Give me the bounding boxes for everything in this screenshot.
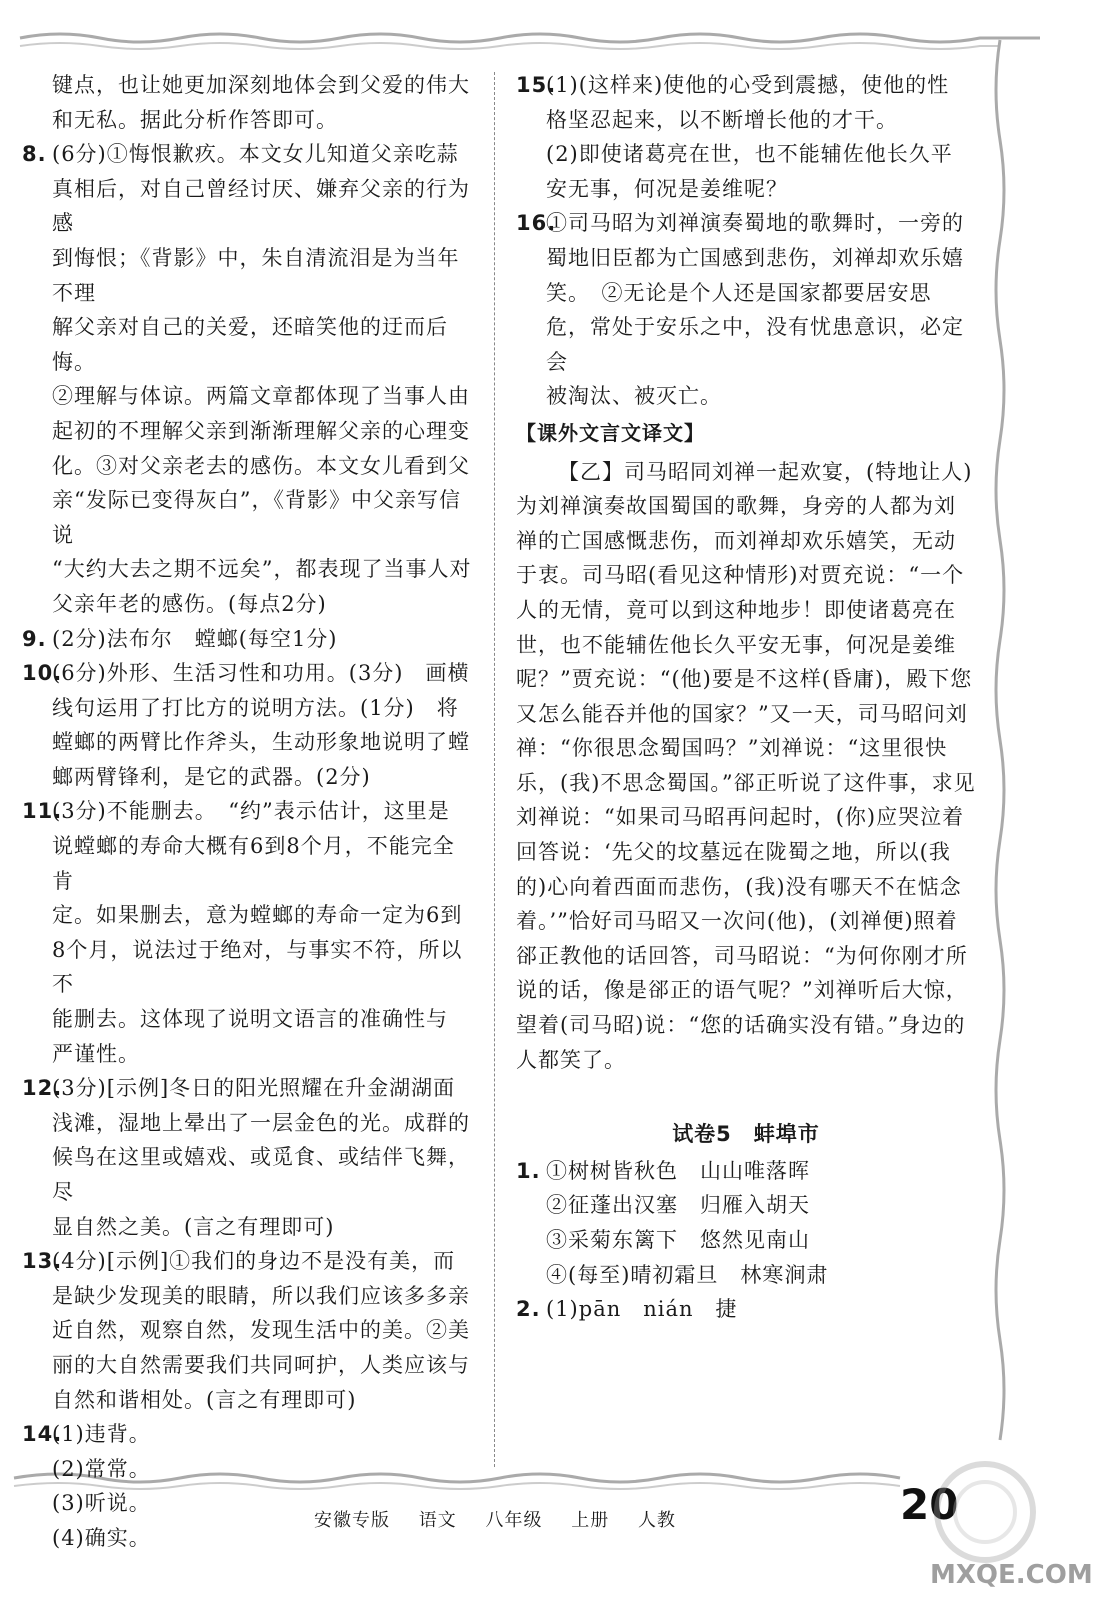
answer-line: (3)听说。 xyxy=(52,1491,151,1516)
answer-line: 危，常处于安乐之中，没有忧患意识，必定会 xyxy=(546,315,964,374)
answer-line: (3分)[示例]冬日的阳光照耀在升金湖湖面 xyxy=(52,1076,456,1101)
answer-line: ④(每至)晴初霜旦 林寒涧肃 xyxy=(546,1262,829,1287)
answer-line: 被淘汰、被灭亡。 xyxy=(546,384,722,409)
answer-line: 父亲年老的感伤。(每点2分) xyxy=(52,591,327,616)
question-number: 14. xyxy=(22,1422,63,1447)
answer-line: 起初的不理解父亲到渐渐理解父亲的心理变 xyxy=(52,418,470,443)
answer-line: ②征蓬出汉塞 归雁入胡天 xyxy=(546,1193,810,1218)
answer-line: “大约大去之期不远矣”，都表现了当事人对 xyxy=(52,557,472,582)
footer-subject: 语文 xyxy=(418,1510,457,1531)
answer-line: (1)违背。 xyxy=(52,1422,151,1447)
question-number: 10. xyxy=(22,661,63,686)
answer-line: (2分)法布尔 螳螂(每空1分) xyxy=(52,626,338,651)
question-10 xyxy=(22,656,476,794)
answer-line: 到悔恨；《背影》中，朱自清流泪是为当年不理 xyxy=(52,245,460,305)
page-footer xyxy=(314,1506,698,1532)
intro-line: 键点，也让她更加深刻地体会到父爱的伟大 xyxy=(52,73,470,97)
column-divider xyxy=(494,72,495,1467)
question-14 xyxy=(22,1417,476,1555)
question-number: 13. xyxy=(22,1249,63,1274)
question-15 xyxy=(516,68,976,206)
answer-line: 8个月，说法过于绝对，与事实不符，所以不 xyxy=(52,937,463,997)
answer-line: (2)常常。 xyxy=(52,1456,151,1481)
answer-line: ①司马昭为刘禅演奏蜀地的歌舞时，一旁的 xyxy=(546,211,964,236)
answer-line: 显自然之美。(言之有理即可) xyxy=(52,1214,335,1239)
answer-line: 笑。 ②无论是个人还是国家都要居安思 xyxy=(546,280,932,305)
question-1 xyxy=(516,1154,976,1292)
answer-line: 蜀地旧臣都为亡国感到悲伤，刘禅却欢乐嬉 xyxy=(546,245,964,270)
answer-line: 候鸟在这里或嬉戏、或觅食、或结伴飞舞，尽 xyxy=(52,1145,470,1204)
answer-line: (1)(这样来)使他的心受到震撼，使他的性 xyxy=(546,73,950,97)
answer-line: (1)pān nián 捷 xyxy=(546,1297,738,1322)
right-column xyxy=(516,68,976,1327)
question-9 xyxy=(22,622,476,657)
answer-line: 说螳螂的寿命大概有6到8个月，不能完全肯 xyxy=(52,834,455,893)
answer-line: 安无事，何况是姜维呢？ xyxy=(546,176,788,201)
exam-title: 试卷5 蚌埠市 xyxy=(672,1122,820,1147)
footer-edition: 安徽专版 xyxy=(314,1510,390,1531)
answer-line: ②理解与体谅。两篇文章都体现了当事人由 xyxy=(52,384,470,409)
footer-publisher: 人教 xyxy=(637,1510,676,1531)
answer-line: (2)即使诸葛亮在世，也不能辅佐他长久平 xyxy=(546,142,953,167)
question-number: 16. xyxy=(516,211,557,236)
question-11 xyxy=(22,794,476,1071)
answer-line: ①树树皆秋色 山山唯落晖 xyxy=(546,1158,810,1183)
question-12 xyxy=(22,1071,476,1244)
answer-line: (3分)不能删去。 “约”表示估计，这里是 xyxy=(52,799,450,824)
answer-line: 严谨性。 xyxy=(52,1041,140,1066)
question-number: 2. xyxy=(516,1297,541,1322)
question-16 xyxy=(516,206,976,414)
answer-line: (6分)外形、生活习性和功用。(3分) 画横 xyxy=(52,661,470,686)
answer-line: 真相后，对自己曾经讨厌、嫌弃父亲的行为感 xyxy=(52,176,470,236)
section-heading: 【课外文言文译文】 xyxy=(516,420,705,445)
question-number: 1. xyxy=(516,1158,541,1183)
question-number: 11. xyxy=(22,799,63,824)
answer-line: ③采菊东篱下 悠然见南山 xyxy=(546,1228,810,1252)
answer-line: 是缺少发现美的眼睛，所以我们应该多多亲 xyxy=(52,1283,470,1308)
left-column xyxy=(22,68,476,1556)
answer-line: (6分)①悔恨歉疚。本文女儿知道父亲吃蒜 xyxy=(52,142,459,167)
question-8 xyxy=(22,137,476,621)
footer-volume: 上册 xyxy=(571,1510,610,1531)
answer-line: 能删去。这体现了说明文语言的准确性与 xyxy=(52,1007,448,1032)
question-number: 12. xyxy=(22,1076,63,1101)
answer-line: 螂两臂锋利，是它的武器。(2分) xyxy=(52,764,371,789)
answer-line: 亲“发际已变得灰白”，《背影》中父亲写信说 xyxy=(52,488,461,547)
question-2 xyxy=(516,1292,976,1327)
answer-line: 格坚忍起来，以不断增长他的才干。 xyxy=(546,107,898,132)
answer-line: 丽的大自然需要我们共同呵护，人类应该与 xyxy=(52,1352,470,1377)
answer-line: 自然和谐相处。(言之有理即可) xyxy=(52,1387,357,1412)
answer-line: 线句运用了打比方的说明方法。(1分) 将 xyxy=(52,695,459,720)
answer-line: 螳螂的两臂比作斧头，生动形象地说明了螳 xyxy=(52,730,470,755)
answer-line: 定。如果删去，意为螳螂的寿命一定为6到 xyxy=(52,903,463,928)
question-number: 15. xyxy=(516,73,557,97)
intro-line: 和无私。据此分析作答即可。 xyxy=(52,107,338,132)
question-13 xyxy=(22,1244,476,1417)
answer-line: (4)确实。 xyxy=(52,1525,151,1550)
page-number: 20 xyxy=(900,1480,959,1529)
question-number: 9. xyxy=(22,626,47,651)
watermark-text: MXQE.COM xyxy=(930,1560,1093,1590)
classical-translation: 【乙】司马昭同刘禅一起欢宴，(特地让人)为刘禅演奏故国蜀国的歌舞，身旁的人都为刘禅的亡国感慨悲伤，而刘禅却欢乐嬉笑，无动于衷。司马昭(看见这种情形)对贾充说：“一个人的无情，竟可以到这种地步！即使诸葛亮在世，也不能辅佐他长久平安无事，何况是姜维呢？”贾充说：“(他)要是不这样(昏庸)，殿下您又怎么能吞并他的国家？”又一天，司马昭问刘禅：“你很思念蜀国吗？”刘禅说：“这里很快乐，(我)不思念蜀国。”郤正听说了这件事，求见刘禅说：“如果司马昭再问起时，(你)应哭泣着回答说：‘先父的坟墓远在陇蜀之地，所以(我的)心向着西面而悲伤，(我)没有哪天不在惦念着。’”恰好司马昭又一次问(他)，(刘禅便)照着郤正教他的话回答，司马昭说：“为何你刚才所说的话，像是郤正的语气呢？”刘禅听后大惊，望着(司马昭)说：“您的话确实没有错。”身边的人都笑了。 xyxy=(516,459,976,1072)
answer-line: 解父亲对自己的关爱，还暗笑他的迂而后悔。 xyxy=(52,315,448,374)
question-number: 8. xyxy=(22,142,47,167)
answer-line: 浅滩，湿地上晕出了一层金色的光。成群的 xyxy=(52,1110,470,1135)
answer-line: (4分)[示例]①我们的身边不是没有美，而 xyxy=(52,1249,456,1274)
answer-line: 化。③对父亲老去的感伤。本文女儿看到父 xyxy=(52,453,470,478)
footer-grade: 八年级 xyxy=(485,1510,543,1531)
answer-line: 近自然，观察自然，发现生活中的美。②美 xyxy=(52,1318,470,1343)
